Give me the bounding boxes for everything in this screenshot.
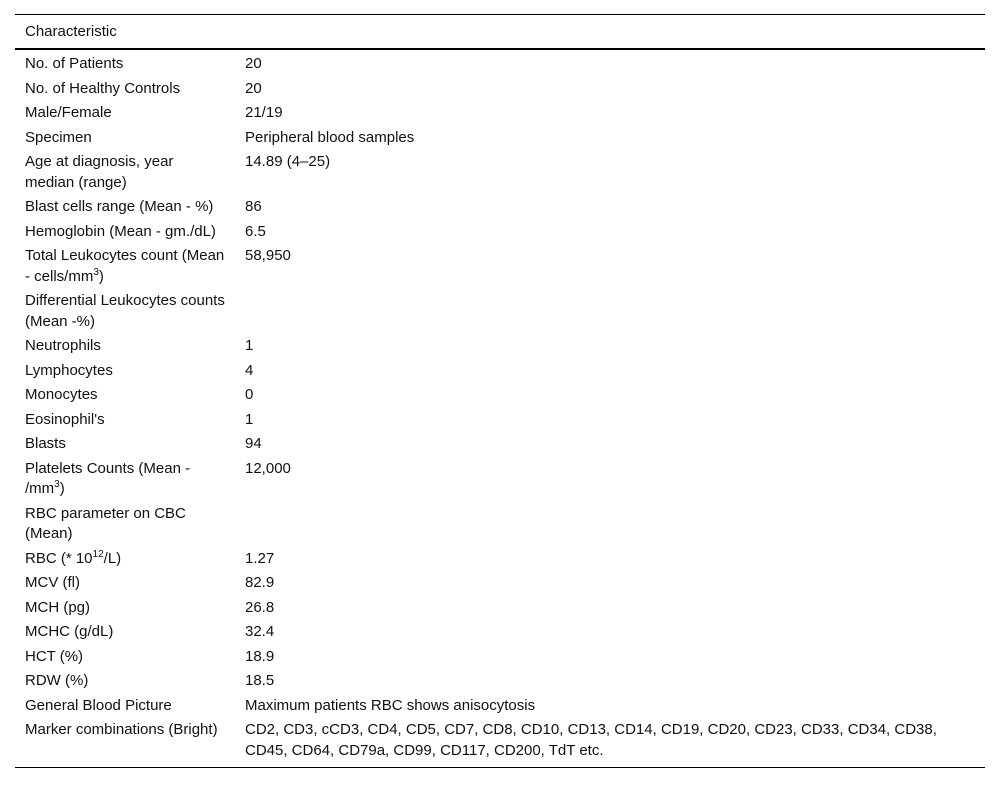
row-label-text: RBC (* 10 <box>25 549 93 567</box>
row-value: 1 <box>245 337 254 354</box>
row-label: RBC parameter on CBC (Mean) <box>25 504 186 542</box>
table-row <box>15 195 985 220</box>
row-label: Neutrophils <box>25 337 101 354</box>
row-label: Age at diagnosis, year median (range) <box>25 153 174 191</box>
row-label: Blasts <box>25 435 66 452</box>
row-value: Maximum patients RBC shows anisocytosis <box>245 696 536 714</box>
row-value: 12,000 <box>245 459 291 477</box>
superscript: 3 <box>93 266 99 278</box>
row-label <box>15 244 235 289</box>
table-row <box>15 220 985 245</box>
table-row <box>15 359 985 384</box>
row-label: Hemoglobin (Mean - gm./dL) <box>25 222 216 240</box>
row-label: Differential Leukocytes counts (Mean -%) <box>25 292 225 330</box>
table-row <box>15 432 985 457</box>
row-label: Lymphocytes <box>25 361 113 379</box>
row-value: CD2, CD3, cCD3, CD4, CD5, CD7, CD8, CD10, CD13, CD14, CD19, CD20, CD23, CD33, CD34, CD38, CD45, CD64, CD79a, CD99, CD117, CD200, TdT etc. <box>235 718 985 768</box>
row-value: 82.9 <box>245 574 275 591</box>
row-label: RDW (%) <box>25 672 89 689</box>
row-value: 20 <box>245 55 262 72</box>
table-row <box>15 334 985 359</box>
row-label: General Blood Picture <box>25 696 172 714</box>
table-row <box>15 244 985 289</box>
table-body <box>15 49 985 768</box>
row-label-text: ) <box>98 267 104 285</box>
table-row <box>15 289 985 334</box>
row-label: MCH (pg) <box>25 598 91 616</box>
table-row <box>15 383 985 408</box>
superscript: 12 <box>92 548 104 560</box>
table-row <box>15 101 985 126</box>
row-value: 26.8 <box>245 598 275 616</box>
row-label: MCV (fl) <box>25 574 80 591</box>
row-label: Specimen <box>25 128 92 146</box>
table-row <box>15 408 985 433</box>
row-value: 14.89 (4–25) <box>245 153 331 170</box>
row-value: 18.9 <box>245 647 275 665</box>
characteristics-table <box>15 14 985 768</box>
row-label <box>15 547 235 572</box>
row-value: Peripheral blood samples <box>245 128 415 146</box>
table-row <box>15 547 985 572</box>
row-value: 6.5 <box>245 222 266 240</box>
row-label: Eosinophil's <box>25 410 105 428</box>
table-row <box>15 694 985 719</box>
table-row <box>15 502 985 547</box>
row-label-text: Total Leukocytes count (Mean - cells/mm <box>25 247 225 285</box>
row-label: No. of Patients <box>25 55 124 72</box>
table-header-row <box>15 15 985 50</box>
row-value: 20 <box>245 79 262 97</box>
row-label-text: ) <box>59 480 65 497</box>
row-value: 86 <box>245 198 262 215</box>
row-value: 18.5 <box>245 672 275 689</box>
row-label: Male/Female <box>25 104 112 121</box>
table-row <box>15 596 985 621</box>
row-value: 58,950 <box>245 247 291 264</box>
row-value <box>235 502 985 547</box>
column-header-characteristic: Characteristic <box>15 15 985 50</box>
superscript: 3 <box>54 479 60 490</box>
table-row <box>15 49 985 77</box>
row-label: Monocytes <box>25 386 98 403</box>
row-value: 32.4 <box>245 623 275 640</box>
row-value: 1.27 <box>245 549 275 567</box>
row-value: 0 <box>245 386 254 403</box>
table-row <box>15 620 985 645</box>
table-row <box>15 77 985 102</box>
row-label-text: Platelets Counts (Mean - /mm <box>25 459 191 497</box>
row-label <box>15 457 235 502</box>
row-label: HCT (%) <box>25 647 84 665</box>
row-value: 1 <box>245 410 254 428</box>
row-value: 4 <box>245 361 254 379</box>
row-label: Marker combinations (Bright) <box>15 718 235 768</box>
row-label-text: /L) <box>103 549 122 567</box>
row-label: No. of Healthy Controls <box>25 79 181 97</box>
row-label: MCHC (g/dL) <box>25 623 114 640</box>
characteristics-table-container <box>15 14 985 768</box>
row-value: 21/19 <box>245 104 283 121</box>
table-row <box>15 150 985 195</box>
table-row <box>15 718 985 768</box>
table-row <box>15 571 985 596</box>
table-row <box>15 669 985 694</box>
table-row <box>15 457 985 502</box>
row-value <box>235 289 985 334</box>
table-row <box>15 126 985 151</box>
row-value: 94 <box>245 435 262 452</box>
row-label: Blast cells range (Mean - %) <box>25 198 214 215</box>
table-row <box>15 645 985 670</box>
